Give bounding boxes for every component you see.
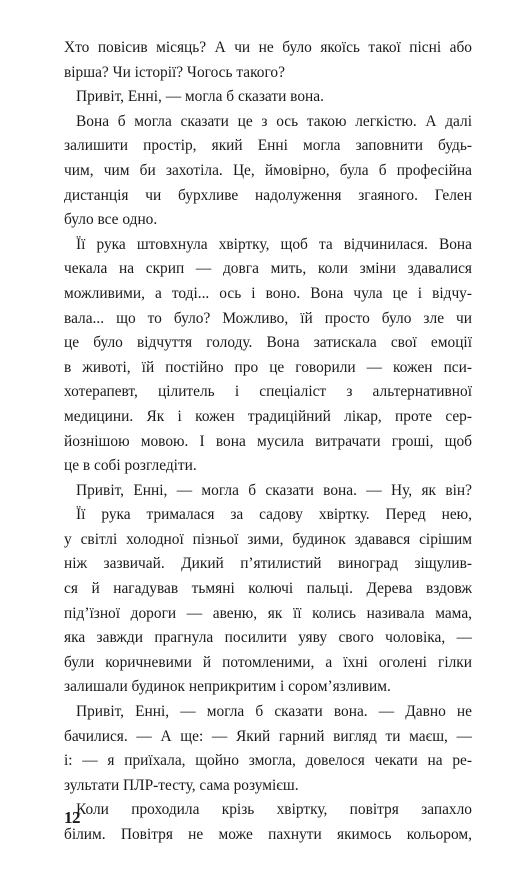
text-line: дистанція чи бурхливе надолуження згаяного. Гелен bbox=[64, 186, 472, 204]
text-line: білим. Повітря не може пахнути якимось кольором, bbox=[64, 826, 472, 843]
text-line: ніж зазвичай. Дикий п’ятилистий виноград зіщулив- bbox=[64, 555, 472, 573]
text-line: це було відчуття голоду. Вона затискала свої емоції bbox=[64, 334, 472, 352]
text-line: вірша? Чи історії? Чогось такого? bbox=[64, 63, 285, 81]
body-text bbox=[64, 36, 472, 848]
text-line: під’їзної дороги — авеню, як її колись називала мама, bbox=[64, 604, 472, 622]
text-line: ся й нагадував тьмяні колючі пальці. Дерева вздовж bbox=[64, 580, 472, 598]
text-line: бачилися. — А ще: — Який гарний вигляд ти маєш, — bbox=[64, 727, 472, 745]
text-line: Коли проходила крізь хвіртку, повітря запахло bbox=[76, 801, 472, 819]
text-line: йознішою мовою. І вона мусила витрачати гроші, щоб bbox=[64, 432, 472, 450]
text-line: Привіт, Енні, — могла б сказати вона. — Давно не bbox=[76, 703, 472, 721]
text-line: Вона б могла сказати це з ось такою легкістю. А далі bbox=[76, 112, 472, 130]
text-line: чим, чим би захотіла. Це, ймовірно, була б професійна bbox=[64, 161, 472, 179]
text-line: це в собі розгледіти. bbox=[64, 457, 197, 475]
book-page bbox=[64, 36, 472, 848]
text-line: можливими, а тоді... ось і воно. Вона чула це і відчу- bbox=[64, 284, 472, 302]
text-line: медицини. Як і кожен традиційний лікар, проте сер- bbox=[64, 407, 472, 425]
text-line: залишали будинок неприкритим і сором’язливим. bbox=[64, 678, 391, 696]
text-line: в животі, їй постійно про це говорили — кожен пси- bbox=[64, 358, 472, 376]
text-line: були коричневими й потомленими, а їхні оголені гілки bbox=[64, 653, 472, 671]
text-line: хотерапевт, цілитель і спеціаліст з альтернативної bbox=[64, 383, 472, 401]
text-line: чекала на скрип — довга мить, коли зміни здавалися bbox=[64, 260, 472, 278]
text-line: вала... що то було? Можливо, їй просто було зле чи bbox=[64, 309, 472, 327]
text-line: Привіт, Енні, — могла б сказати вона. bbox=[76, 88, 324, 106]
text-line: зультати ПЛР-тесту, сама розумієш. bbox=[64, 776, 299, 794]
page-number: 12 bbox=[64, 808, 80, 827]
text-line: Її рука трималася за садову хвіртку. Перед нею, bbox=[76, 506, 472, 524]
text-line: Хто повісив місяць? А чи не було якоїсь такої пісні або bbox=[64, 39, 472, 56]
text-line: яка завжди прагнула посилити уяву свого чоловіка, — bbox=[64, 629, 472, 647]
text-line: залишити простір, який Енні могла заповнити будь- bbox=[64, 137, 472, 155]
text-line: Привіт, Енні, — могла б сказати вона. — Ну, як він? bbox=[76, 481, 472, 499]
text-line: у світлі холодної пізньої зими, будинок здавався сірішим bbox=[64, 530, 472, 548]
text-line: Її рука штовхнула хвіртку, щоб та відчинилася. Вона bbox=[76, 235, 472, 253]
text-line: було все одно. bbox=[64, 211, 158, 229]
text-line: і: — я приїхала, щойно змогла, довелося чекати на ре- bbox=[64, 752, 472, 770]
